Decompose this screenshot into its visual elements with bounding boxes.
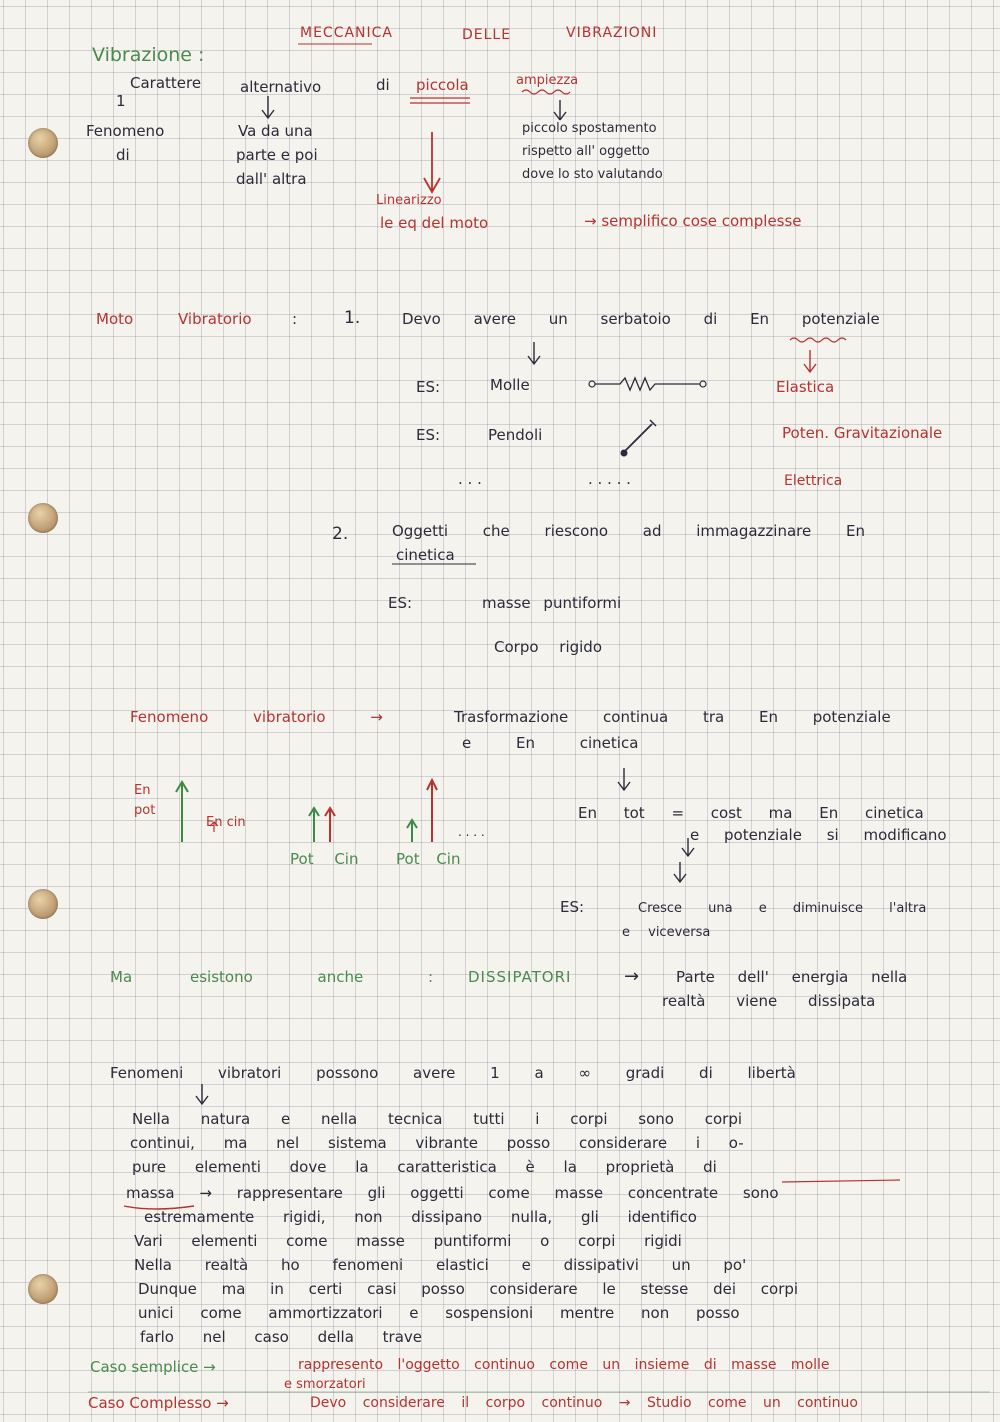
arrow-down-icon — [674, 862, 686, 882]
paragraph-line-6: Vari elementi come masse puntiformi o corpi rigidi — [134, 1232, 682, 1250]
arrow-dissipatori: → — [624, 966, 640, 987]
paragraph-line-4: massa → rappresentare gli oggetti come masse concentrate sono — [126, 1184, 779, 1202]
arrow-down-icon — [528, 342, 540, 364]
text-corpo-rigido: Corpo rigido — [494, 638, 603, 656]
binder-hole — [28, 128, 58, 158]
spring-icon — [589, 381, 595, 387]
text-cinetica: cinetica — [396, 546, 455, 564]
arrow-down-icon — [196, 1084, 208, 1104]
text-fenomeno-vibratorio: Fenomeno vibratorio → — [130, 708, 383, 726]
text-oggetti: Oggetti che riescono ad immagazzinare En — [392, 522, 865, 540]
label-es-cresce: ES: — [560, 898, 585, 916]
text-alt-line3: dall' altra — [236, 170, 307, 188]
text-linearizzo: Linearizzo — [376, 193, 442, 208]
text-cresce: Cresce una e diminuisce l'altra — [638, 901, 927, 916]
text-elettrica: Elettrica — [784, 473, 843, 489]
text-en-tot: En tot = cost ma En cinetica — [578, 804, 924, 822]
arrow-down-icon — [804, 350, 816, 372]
binder-hole — [28, 503, 58, 533]
binder-hole — [28, 889, 58, 919]
text-alt-line2: parte e poi — [236, 146, 318, 164]
text-realta: realtà viene dissipata — [662, 992, 876, 1010]
dots-graph: . . . . — [458, 825, 485, 839]
arrow-down-icon — [262, 96, 274, 118]
text-molle: Molle — [490, 376, 530, 394]
header-word-1: MECCANICA — [300, 25, 394, 41]
text-elastica: Elastica — [776, 378, 835, 396]
text-semplifico: → semplifico cose complesse — [584, 212, 802, 230]
text-ma: Ma — [110, 968, 133, 986]
paragraph-line-10: farlo nel caso della trave — [140, 1328, 423, 1346]
item-number-1: 1. — [344, 308, 361, 328]
paragraph-line-3: pure elementi dove la caratteristica è la proprietà di — [132, 1158, 717, 1176]
paragraph-line-9: unici come ammortizzatori e sospensioni mentre non posso — [138, 1304, 740, 1322]
text-ampiezza: ampiezza — [516, 73, 579, 88]
text-amp-line3: dove lo sto valutando — [522, 167, 663, 182]
label-pot-cin-1: Pot Cin — [290, 850, 359, 868]
label-en-cin: En cin — [206, 815, 246, 830]
paragraph-line-5: estremamente rigidi, non dissipano nulla, gli identifico — [144, 1208, 697, 1226]
text-smorzatori: e smorzatori — [284, 1377, 366, 1392]
paragraph-line-1: Nella natura e nella tecnica tutti i corpi sono corpi — [132, 1110, 743, 1128]
item-number-2: 2. — [332, 524, 349, 544]
dots-left: . . . — [458, 470, 482, 488]
text-viceversa: e viceversa — [622, 925, 711, 940]
text-amp-line2: rispetto all' oggetto — [522, 144, 650, 159]
label-colon: : — [292, 310, 298, 328]
text-caso-semplice: Caso semplice → — [90, 1358, 216, 1376]
text-masse: masse puntiformi — [482, 594, 622, 612]
en-pot-bar — [176, 782, 188, 842]
label-vibratorio: Vibratorio — [178, 310, 252, 328]
text-devo-avere: Devo avere un serbatoio di En potenziale — [402, 310, 880, 328]
paragraph-line-7: Nella realtà ho fenomeni elastici e dissipativi un po' — [134, 1256, 747, 1274]
text-fenomeno: Fenomeno — [86, 122, 165, 140]
arrow-down-icon — [554, 100, 566, 120]
label-es-pendoli: ES: — [416, 426, 441, 444]
paragraph-line-2: continui, ma nel sistema vibrante posso considerare i o- — [130, 1134, 744, 1152]
text-esistono: esistono anche : — [190, 968, 434, 986]
text-e-en-cinetica: e En cinetica — [462, 734, 639, 752]
text-alternativo: alternativo — [240, 78, 322, 96]
binder-hole — [28, 1274, 58, 1304]
label-pot-cin-2: Pot Cin — [396, 850, 461, 868]
text-piccola: piccola — [416, 76, 469, 94]
text-parte: Parte dell' energia nella — [676, 968, 908, 986]
text-caso-complesso: Caso Complesso → — [88, 1394, 229, 1412]
text-trasformazione: Trasformazione continua tra En potenziale — [454, 708, 891, 726]
paragraph-line-8: Dunque ma in certi casi posso considerare le stesse dei corpi — [138, 1280, 799, 1298]
text-fenomeno-di: di — [116, 146, 130, 164]
section-title-vibrazione: Vibrazione : — [92, 44, 205, 66]
pendulum-icon — [624, 424, 652, 452]
text-one: 1 — [116, 92, 126, 110]
header-word-3: VIBRAZIONI — [566, 25, 658, 41]
text-dissipatori: DISSIPATORI — [468, 968, 572, 986]
label-es-molle: ES: — [416, 378, 441, 396]
text-amp-line1: piccolo spostamento — [522, 121, 657, 136]
dots-right: . . . . . — [588, 470, 631, 488]
label-en: En — [134, 783, 151, 798]
arrow-down-icon — [618, 768, 630, 790]
text-rappresento: rappresento l'oggetto continuo come un insieme di masse molle — [298, 1357, 830, 1373]
header-word-2: DELLE — [462, 27, 512, 43]
arrow-down-icon — [424, 132, 440, 192]
text-eq-moto: le eq del moto — [380, 214, 489, 232]
label-pot: pot — [134, 803, 156, 818]
text-gradi-liberta: Fenomeni vibratori possono avere 1 a ∞ gradi di libertà — [110, 1064, 796, 1082]
text-carattere: Carattere — [130, 74, 202, 92]
wavy-underline — [522, 90, 570, 94]
text-potenziale-modificano: e potenziale si modificano — [690, 826, 947, 844]
text-pendoli: Pendoli — [488, 426, 543, 444]
text-devo-considerare: Devo considerare il corpo continuo → Studio come un continuo — [310, 1395, 858, 1411]
text-alt-line1: Va da una — [238, 122, 313, 140]
label-es-masse: ES: — [388, 594, 413, 612]
text-di: di — [376, 76, 390, 94]
text-poten-grav: Poten. Gravitazionale — [782, 424, 943, 442]
label-moto: Moto — [96, 310, 134, 328]
